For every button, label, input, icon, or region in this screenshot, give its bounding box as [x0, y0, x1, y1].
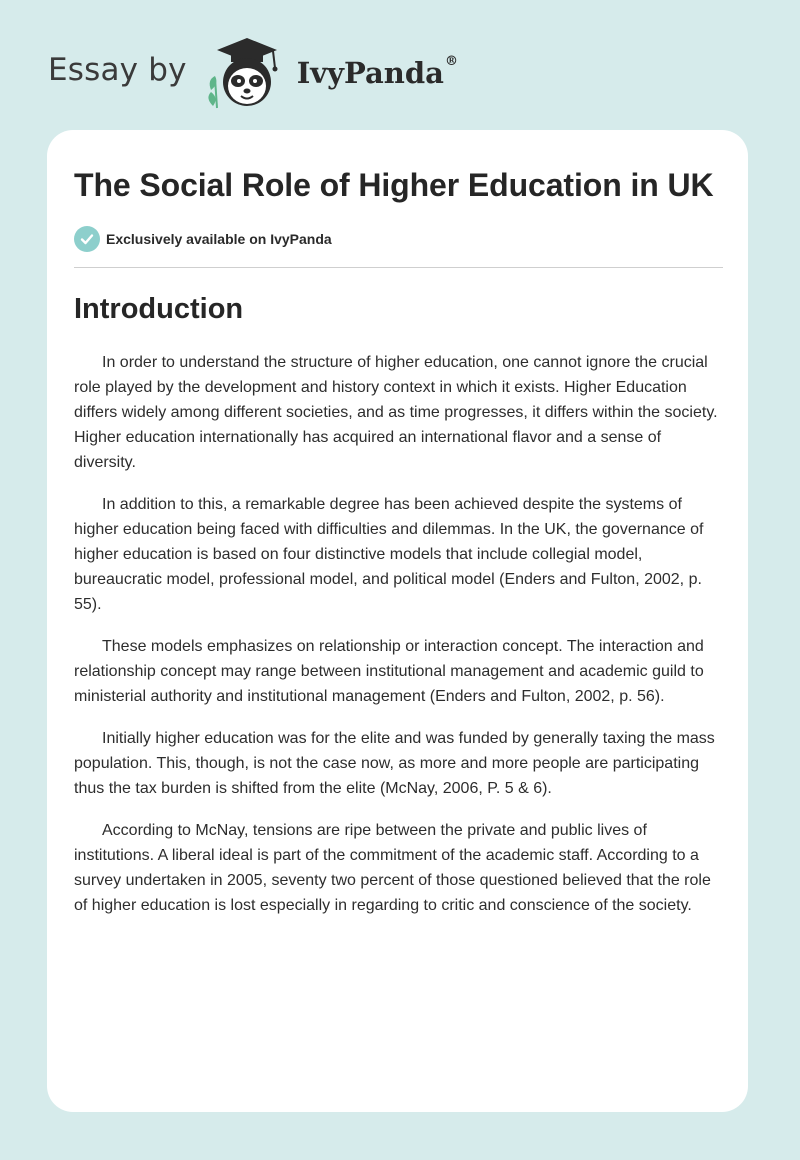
section-title: Introduction: [74, 293, 244, 325]
essay-card: [47, 130, 748, 1112]
essay-title: The Social Role of Higher Education in UK: [74, 167, 714, 203]
checkmark-icon: [74, 226, 100, 252]
paragraph: In addition to this, a remarkable degree has been achieved despite the systems of higher education being faced with difficulties and dilemmas. In the UK, the governance of higher education is based on four distinctive models that include collegial model, bureaucratic model, professional model, and political model (Enders and Fulton, 2002, p. 55).: [74, 496, 704, 613]
registered-mark: ®: [444, 54, 458, 69]
paragraph: These models emphasizes on relationship or interaction concept. The interaction and relationship concept may range between institutional management and academic guild to ministerial authority and institutional management (Enders and Fulton, 2002, p. 56).: [74, 638, 704, 705]
exclusive-badge: [74, 226, 726, 252]
essay-by-label: Essay by: [48, 52, 187, 88]
essay-content: [74, 164, 726, 935]
panda-logo-icon[interactable]: [201, 34, 293, 110]
paragraph: According to McNay, tensions are ripe between the private and public lives of institutions. A liberal ideal is part of the commitment of the academic staff. According to a survey undertaken in 2005, seventy two percent of those questioned believed that the role of higher education is lost especially in regarding to critic and conscience of the society.: [74, 822, 711, 914]
paragraph: In order to understand the structure of higher education, one cannot ignore the crucial role played by the development and history context in which it exists. Higher Education differs widely among different societies, and as time progresses, it differs within the society. Higher education internationally has acquired an international flavor and a sense of diversity.: [74, 354, 718, 471]
essay-body: [74, 350, 726, 918]
paragraph: Initially higher education was for the elite and was funded by generally taxing the mass population. This, though, is not the case now, as more and more people are participating thus the tax burden is shifted from the elite (McNay, 2006, P. 5 & 6).: [74, 730, 715, 797]
site-header: [48, 34, 508, 110]
divider: [74, 267, 723, 268]
badge-label: Exclusively available on IvyPanda: [106, 231, 332, 247]
brand-name[interactable]: IvyPanda®: [296, 54, 458, 90]
